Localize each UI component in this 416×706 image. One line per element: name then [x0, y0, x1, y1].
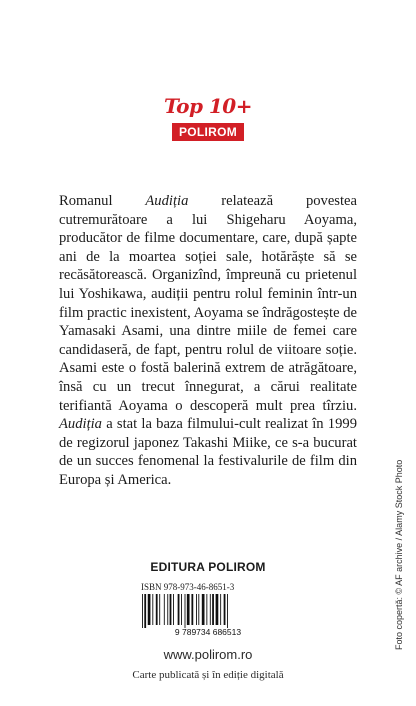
publisher-website: www.polirom.ro — [163, 647, 253, 662]
barcode-bar — [227, 594, 228, 628]
barcode-bar — [206, 594, 207, 625]
book-description — [59, 192, 357, 490]
barcode-bar — [220, 594, 221, 625]
barcode-bar — [144, 594, 146, 628]
barcode-bar — [142, 594, 143, 628]
book-title: Audiția — [145, 193, 189, 209]
barcode-bar — [187, 594, 190, 625]
barcode-bar — [191, 594, 193, 625]
description-text: a stat la baza filmului-cult realizat în 1999 de regizorul japonez Takashi Miike, ce s-a bucurat de un succes fenomenal la festivalurile de film din Europa și America. — [59, 416, 357, 488]
series-badge: POLIROM — [172, 123, 244, 141]
isbn-label: ISBN 978-973-46-8651-3 — [141, 582, 235, 592]
barcode-bar — [216, 594, 219, 625]
barcode-digits: 9 789734 686513 — [174, 627, 242, 636]
barcode-bar — [198, 594, 199, 625]
barcode-bar — [185, 594, 186, 628]
barcode-bar — [196, 594, 197, 625]
series-logo — [0, 94, 416, 141]
publisher-name: EDITURA POLIROM — [150, 560, 266, 574]
barcode-bar — [170, 594, 172, 625]
barcode-bar — [156, 594, 158, 625]
barcode-bar — [178, 594, 180, 625]
barcode-bar — [164, 594, 165, 625]
description-text: Romanul — [59, 193, 146, 209]
description-text: relatează povestea cutremurătoare a lui Shigeharu Aoyama, producător de filme documentare, care, după șapte ani de la moartea soției sale, hotărăște să se recăsătorească. Organizînd, împreună cu prietenul lui Yoshikawa, audiții pentru rolul feminin într-un film practic inexistent, Aoyama se îndrăgostește de Yamasaki Asami, una dintre miile de femei care candidaseră, de fapt, pentru rolul de viitoare soție. Asami este o fostă balerină extrem de atrăgătoare, însă cu un trecut înnegurat, a cărui realitate terifiantă Aoyama o descoperă mult prea tîrziu. — [59, 193, 357, 414]
barcode-bar — [224, 594, 226, 625]
barcode-bar — [167, 594, 168, 625]
edition-note: Carte publicată și în ediție digitală — [132, 669, 284, 681]
series-title: Top 10+ — [164, 94, 252, 118]
photo-credit: Foto copertă: © AF archive / Alamy Stock Photo — [394, 459, 404, 650]
barcode-bar — [159, 594, 160, 625]
barcode-bar — [181, 594, 182, 625]
barcode-bar — [173, 594, 174, 625]
barcode-bar — [212, 594, 214, 625]
barcode-bar — [148, 594, 151, 625]
barcode-bar — [210, 594, 211, 625]
barcode-image — [138, 594, 278, 636]
barcode-bar — [152, 594, 153, 625]
book-title: Audiția — [59, 416, 102, 433]
barcode-bar — [202, 594, 205, 625]
barcode-block — [138, 582, 278, 636]
